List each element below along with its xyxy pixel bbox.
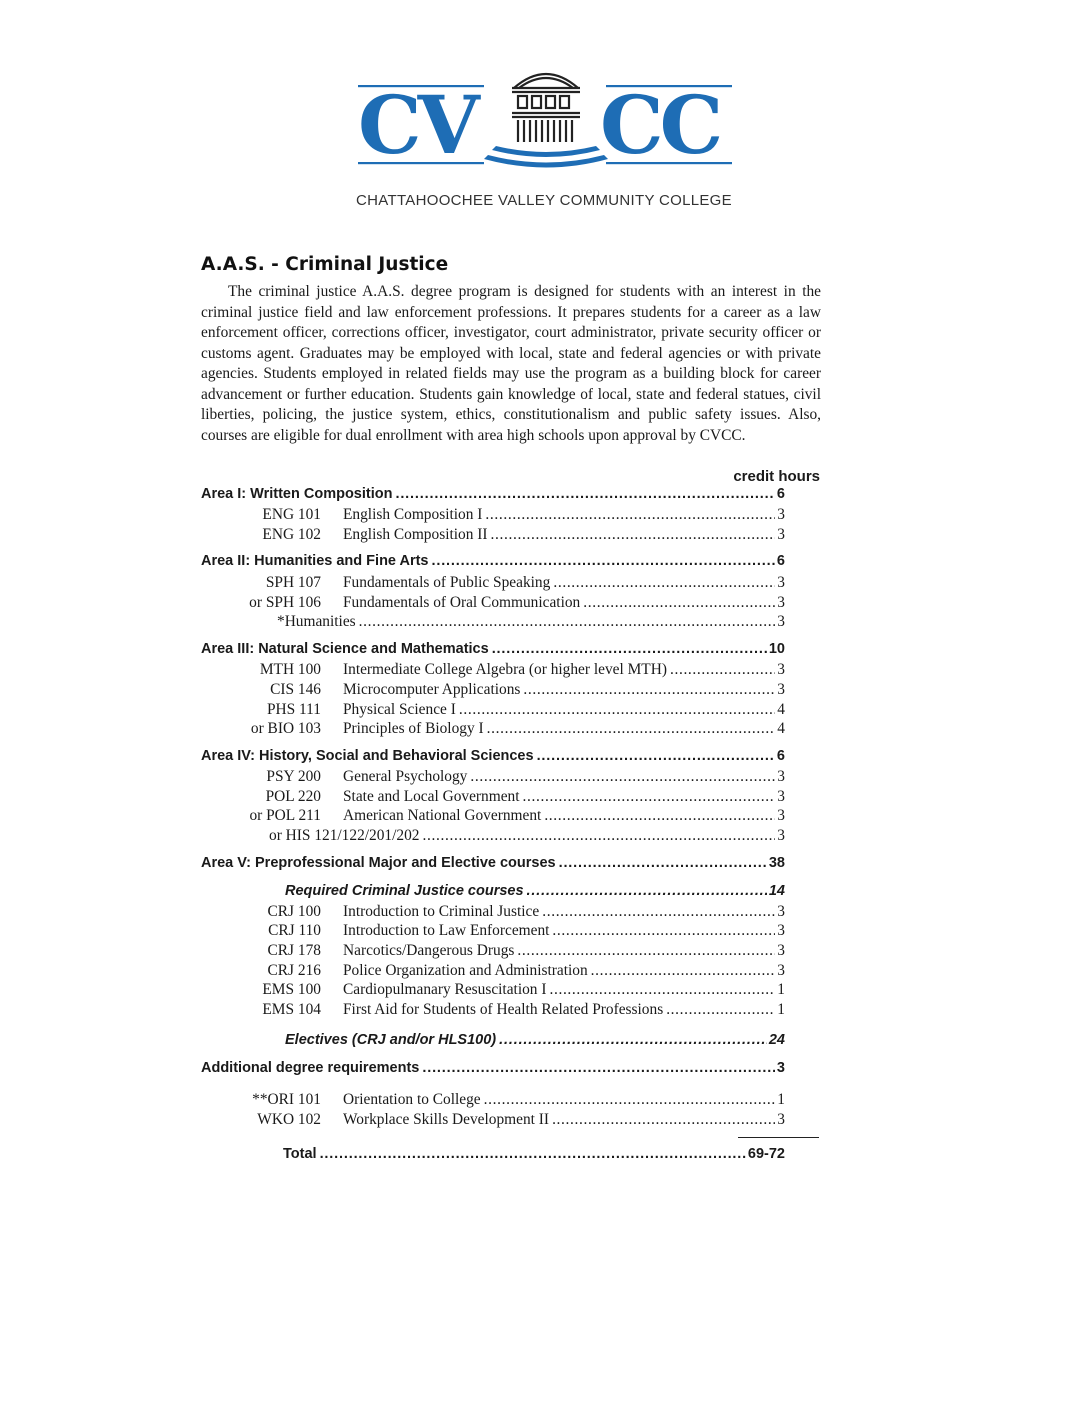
course-hours: 3 [777,768,785,785]
course-hours: 3 [777,681,785,698]
area-label: Area V: Preprofessional Major and Elective courses [201,855,556,871]
dot-leader [431,553,774,569]
course-title: Introduction to Law Enforcement [343,922,550,939]
area-hours: 6 [776,553,785,569]
course-hours: 1 [777,981,785,998]
logo-cv-text: CV [358,78,476,172]
course-hours: 3 [777,1111,785,1128]
course-hours: 3 [777,903,785,920]
course-code: POL 220 [265,788,321,805]
area-label: Area II: Humanities and Fine Arts [201,553,429,569]
subsection-hours: 14 [768,883,785,899]
course-code: **ORI 101 [252,1091,321,1108]
dot-leader [359,613,776,631]
cvcc-logo [356,58,734,178]
course-code: ENG 101 [262,506,321,523]
area-hours: 6 [776,486,785,502]
course-title: General Psychology [343,768,468,785]
course-hours: 3 [777,788,785,805]
course-hours: 3 [777,922,785,939]
course-title: English Composition I [343,506,483,523]
course-row [201,981,785,1001]
dot-leader [537,748,775,764]
area-hours: 3 [776,1060,785,1076]
page-title: A.A.S. - Criminal Justice [201,254,449,275]
course-hours: 4 [777,720,785,737]
total-label: Total [283,1146,317,1162]
course-title: Orientation to College [343,1091,481,1108]
course-row [201,526,785,546]
course-hours: 3 [777,506,785,523]
course-row [201,922,785,942]
course-code: CRJ 216 [267,962,321,979]
area-label: Area III: Natural Science and Mathematics [201,641,489,657]
total-hours: 69-72 [747,1146,785,1162]
course-hours: 3 [777,574,785,591]
course-title: Physical Science I [343,701,456,718]
course-hours: 3 [777,526,785,543]
course-row [201,1001,785,1021]
dot-leader [487,720,776,738]
area-label: Additional degree requirements [201,1060,420,1076]
dot-leader [523,681,775,699]
dot-leader [470,768,775,786]
course-code: CRJ 178 [267,942,321,959]
subsection-label: Required Criminal Justice courses [285,883,524,899]
course-row [201,506,785,526]
area-row [201,641,785,661]
logo-cc-text: CC [600,78,720,172]
total-divider [738,1137,819,1138]
dot-leader [552,922,775,940]
course-row [269,827,785,847]
course-code: PHS 111 [266,701,321,718]
course-row [201,788,785,808]
course-title: Fundamentals of Oral Communication [343,594,581,611]
course-code: CRJ 110 [268,922,321,939]
dot-leader [492,641,767,657]
course-title: Principles of Biology I [343,720,484,737]
dot-leader [423,827,776,845]
subsection-row [285,1032,785,1052]
area-row [201,1060,785,1080]
course-title: Cardiopulmanary Resuscitation I [343,981,547,998]
area-hours: 10 [768,641,785,657]
subsection-hours: 24 [768,1032,785,1048]
dot-leader [583,594,775,612]
course-title: Police Organization and Administration [343,962,588,979]
course-row [201,720,785,740]
dot-leader [491,526,776,544]
dot-leader [544,807,775,825]
course-row [277,613,785,633]
course-title: Microcomputer Applications [343,681,521,698]
course-row [201,807,785,827]
course-hours: 3 [777,661,785,678]
course-title: State and Local Government [343,788,520,805]
course-title: English Composition II [343,526,488,543]
course-title: Fundamentals of Public Speaking [343,574,551,591]
dot-leader [320,1146,746,1162]
course-code: CIS 146 [270,681,321,698]
course-row [201,661,785,681]
course-code: MTH 100 [259,661,321,678]
subsection-label: Electives (CRJ and/or HLS100) [285,1032,497,1048]
logo-base-swoosh [484,146,608,168]
course-code: or POL 211 [249,807,321,824]
course-code: or BIO 103 [250,720,321,737]
course-title: Intermediate College Algebra (or higher level MTH) [343,661,667,678]
course-row [201,942,785,962]
total-row [283,1146,785,1166]
course-title: Narcotics/Dangerous Drugs [343,942,515,959]
dot-leader [591,962,776,980]
course-code: SPH 107 [265,574,321,591]
course-hours: 1 [777,1001,785,1018]
area-label: Area I: Written Composition [201,486,393,502]
dot-leader [670,661,775,679]
college-name: CHATTAHOOCHEE VALLEY COMMUNITY COLLEGE [356,192,732,209]
course-title: Introduction to Criminal Justice [343,903,540,920]
program-description: The criminal justice A.A.S. degree program is designed for students with an interest in the criminal justice field and law enforcement professions. It prepares students for a career as a law enforcement officer, corrections officer, investigator, court administrator, private security officer or customs agent. Graduates may be employed with local, state and federal agencies or with private agencies. Students employed in related fields may use the program as a building block for career advancement or further education. Students gain knowledge of local, state and federal statues, civil liberties, policing, the justice system, ethics, constitutionalism and public safety issues. Also, courses are eligible for dual enrollment with area high schools upon approval by CVCC. [201,283,821,444]
course-row [201,1111,785,1131]
dot-leader [523,788,776,806]
dot-leader [422,1060,775,1076]
course-row [201,768,785,788]
course-code: or SPH 106 [249,594,321,611]
course-code: EMS 104 [262,1001,321,1018]
subsection-row [285,883,785,903]
course-row [201,1091,785,1111]
credit-hours-header: credit hours [733,468,820,485]
course-title: First Aid for Students of Health Related Professions [343,1001,664,1018]
dot-leader [459,701,775,719]
course-hours: 3 [777,613,785,630]
dot-leader [553,574,775,592]
course-code: *Humanities [277,613,356,630]
dot-leader [517,942,775,960]
dot-leader [559,855,767,871]
dot-leader [552,1111,775,1129]
area-hours: 6 [776,748,785,764]
course-row [201,962,785,982]
dot-leader [499,1032,767,1048]
course-code: or HIS 121/122/201/202 [269,827,420,844]
course-hours: 3 [777,594,785,611]
dot-leader [527,883,767,899]
area-row [201,486,785,506]
course-row [201,701,785,721]
dot-leader [542,903,775,921]
area-row [201,748,785,768]
dot-leader [484,1091,776,1109]
course-code: EMS 100 [262,981,321,998]
course-title: Workplace Skills Development II [343,1111,550,1128]
course-hours: 3 [777,962,785,979]
course-code: ENG 102 [262,526,321,543]
rotunda-icon [512,74,580,142]
course-row [201,594,785,614]
course-hours: 3 [777,942,785,959]
course-row [201,574,785,594]
course-title: American National Government [343,807,542,824]
dot-leader [395,486,774,502]
dot-leader [485,506,775,524]
area-row [201,855,785,875]
course-hours: 3 [777,807,785,824]
course-hours: 3 [777,827,785,844]
dot-leader [666,1001,775,1019]
course-row [201,681,785,701]
area-hours: 38 [768,855,785,871]
course-code: CRJ 100 [267,903,321,920]
course-hours: 1 [777,1091,785,1108]
course-row [201,903,785,923]
course-code: PSY 200 [266,768,321,785]
area-label: Area IV: History, Social and Behavioral Sciences [201,748,534,764]
course-code: WKO 102 [257,1111,321,1128]
course-hours: 4 [777,701,785,718]
dot-leader [549,981,775,999]
area-row [201,553,785,573]
